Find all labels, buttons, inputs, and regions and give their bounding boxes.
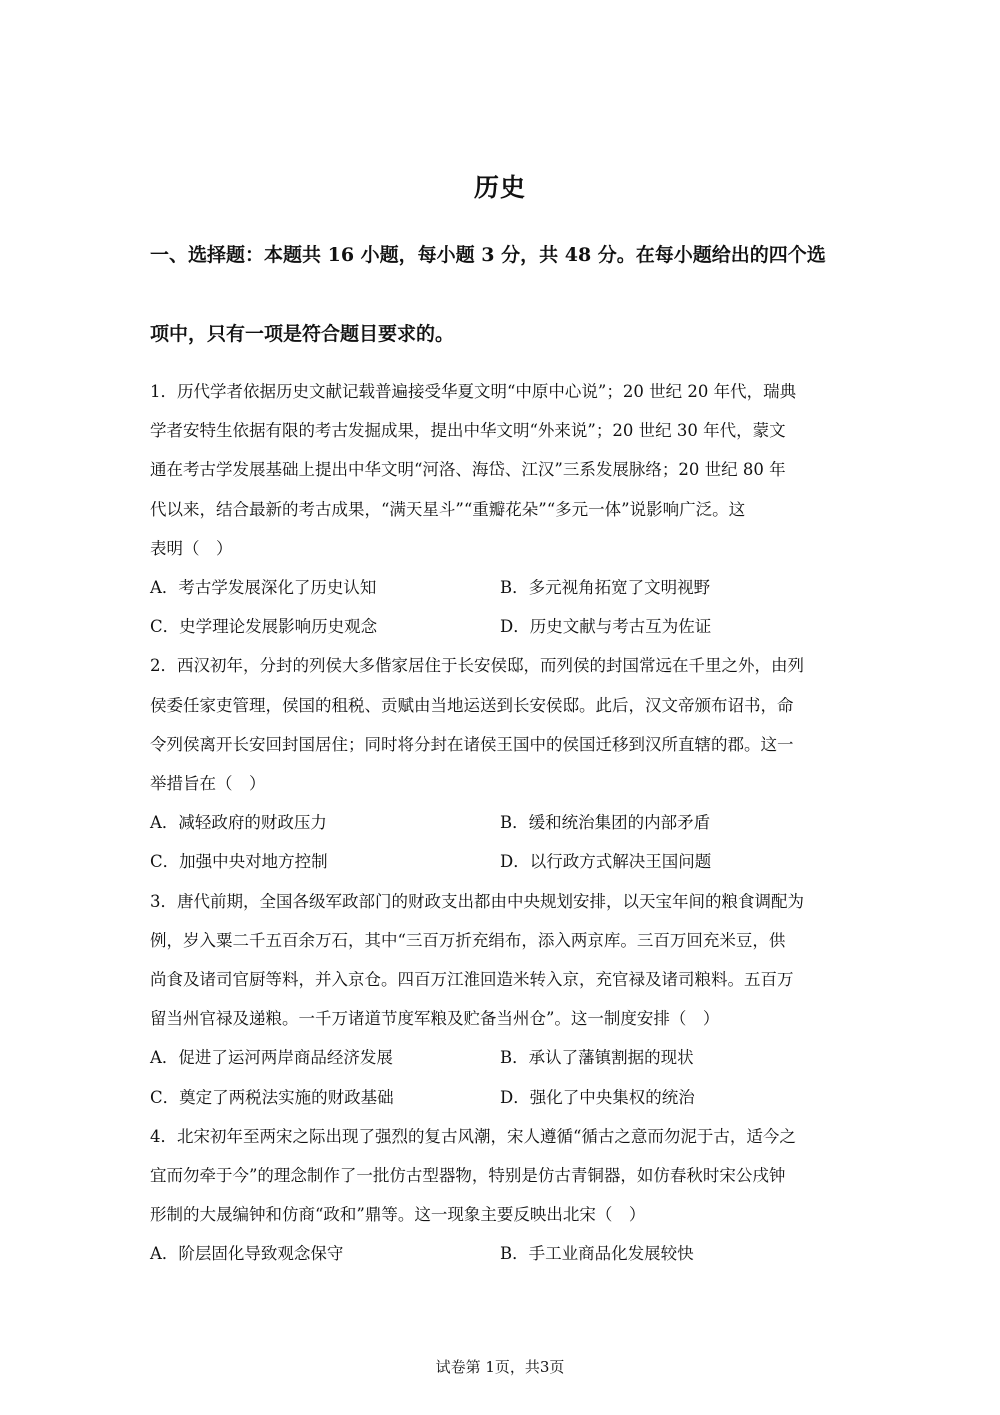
question-text-line: 举措旨在（ ） — [150, 774, 266, 794]
question-block — [150, 646, 850, 881]
question-text-line: 例，岁入粟二千五百余万石，其中“三百万折充绢布，添入两京库。三百万回充米豆，供 — [150, 930, 786, 950]
answer-option: C．奠定了两税法实施的财政基础 — [150, 1087, 394, 1107]
question-text-line: 代以来，结合最新的考古成果，“满天星斗”“重瓣花朵”“多元一体”说影响广泛。这 — [150, 499, 746, 519]
page-footer: 试卷第 1页，共3页 — [435, 1358, 565, 1376]
question-text-line: 宜而勿牵于今”的理念制作了一批仿古型器物，特别是仿古青铜器，如仿春秋时宋公戌钟 — [150, 1166, 786, 1186]
question-text-line: 尚食及诸司官厨等料，并入京仓。四百万江淮回造米转入京，充官禄及诸司粮料。五百万 — [150, 970, 794, 990]
answer-option: D．历史文献与考古互为佐证 — [500, 617, 712, 637]
question-text-line: 留当州官禄及递粮。一千万诸道节度军粮及贮备当州仓”。这一制度安排（ ） — [150, 1009, 720, 1029]
answer-option: A．阶层固化导致观念保守 — [150, 1244, 344, 1264]
question-text-line: 4．北宋初年至两宋之际出现了强烈的复古风潮，宋人遵循“循古之意而勿泥于古，适今之 — [150, 1126, 796, 1146]
question-list — [150, 372, 850, 1274]
question-text-line: 通在考古学发展基础上提出中华文明“河洛、海岱、江汉”三系发展脉络；20 世纪 80 年 — [150, 460, 786, 480]
question-text-line: 形制的大晟编钟和仿商“政和”鼎等。这一现象主要反映出北宋（ ） — [150, 1205, 646, 1225]
question-text-line: 学者安特生依据有限的考古发掘成果，提出中华文明“外来说”；20 世纪 30 年代，蒙文 — [150, 421, 786, 441]
question-block — [150, 1117, 850, 1274]
answer-option: B．多元视角拓宽了文明视野 — [500, 578, 711, 598]
answer-options — [150, 803, 850, 881]
question-text-line: 2．西汉初年，分封的列侯大多偕家居住于长安侯邸，而列侯的封国常远在千里之外，由列 — [150, 656, 804, 676]
answer-option: B．缓和统治集团的内部矛盾 — [500, 813, 711, 833]
question-text-line: 1．历代学者依据历史文献记载普遍接受华夏文明“中原中心说”；20 世纪 20 年代，瑞典 — [150, 382, 797, 401]
answer-option: A．减轻政府的财政压力 — [150, 813, 327, 833]
answer-options — [150, 1234, 850, 1273]
question-text-line: 表明（ ） — [150, 538, 233, 558]
section-heading-line-1: 一、选择题：本题共 16 小题，每小题 3 分，共 48 分。在每小题给出的四个选 — [150, 244, 826, 266]
answer-option: B．手工业商品化发展较快 — [500, 1244, 694, 1264]
question-block — [150, 882, 850, 1117]
answer-option: C．加强中央对地方控制 — [150, 852, 328, 872]
answer-options — [150, 568, 850, 646]
answer-option: A．考古学发展深化了历史认知 — [150, 578, 377, 598]
answer-option: B．承认了藩镇割据的现状 — [500, 1048, 694, 1068]
question-text-line: 3．唐代前期，全国各级军政部门的财政支出都由中央规划安排，以天宝年间的粮食调配为 — [150, 891, 804, 911]
answer-option: C．史学理论发展影响历史观念 — [150, 617, 378, 637]
answer-option: A．促进了运河两岸商品经济发展 — [150, 1048, 393, 1068]
section-heading-line-2: 项中，只有一项是符合题目要求的。 — [150, 323, 455, 345]
answer-option: D．强化了中央集权的统治 — [500, 1087, 695, 1107]
question-text-line: 令列侯离开长安回封国居住；同时将分封在诸侯王国中的侯国迁移到汉所直辖的郡。这一 — [150, 734, 794, 754]
question-block — [150, 372, 850, 646]
answer-option: D．以行政方式解决王国问题 — [500, 852, 712, 872]
question-text-line: 侯委任家吏管理，侯国的租税、贡赋由当地运送到长安侯邸。此后，汉文帝颁布诏书，命 — [150, 695, 794, 715]
answer-options — [150, 1038, 850, 1116]
page-title: 历史 — [473, 173, 526, 202]
